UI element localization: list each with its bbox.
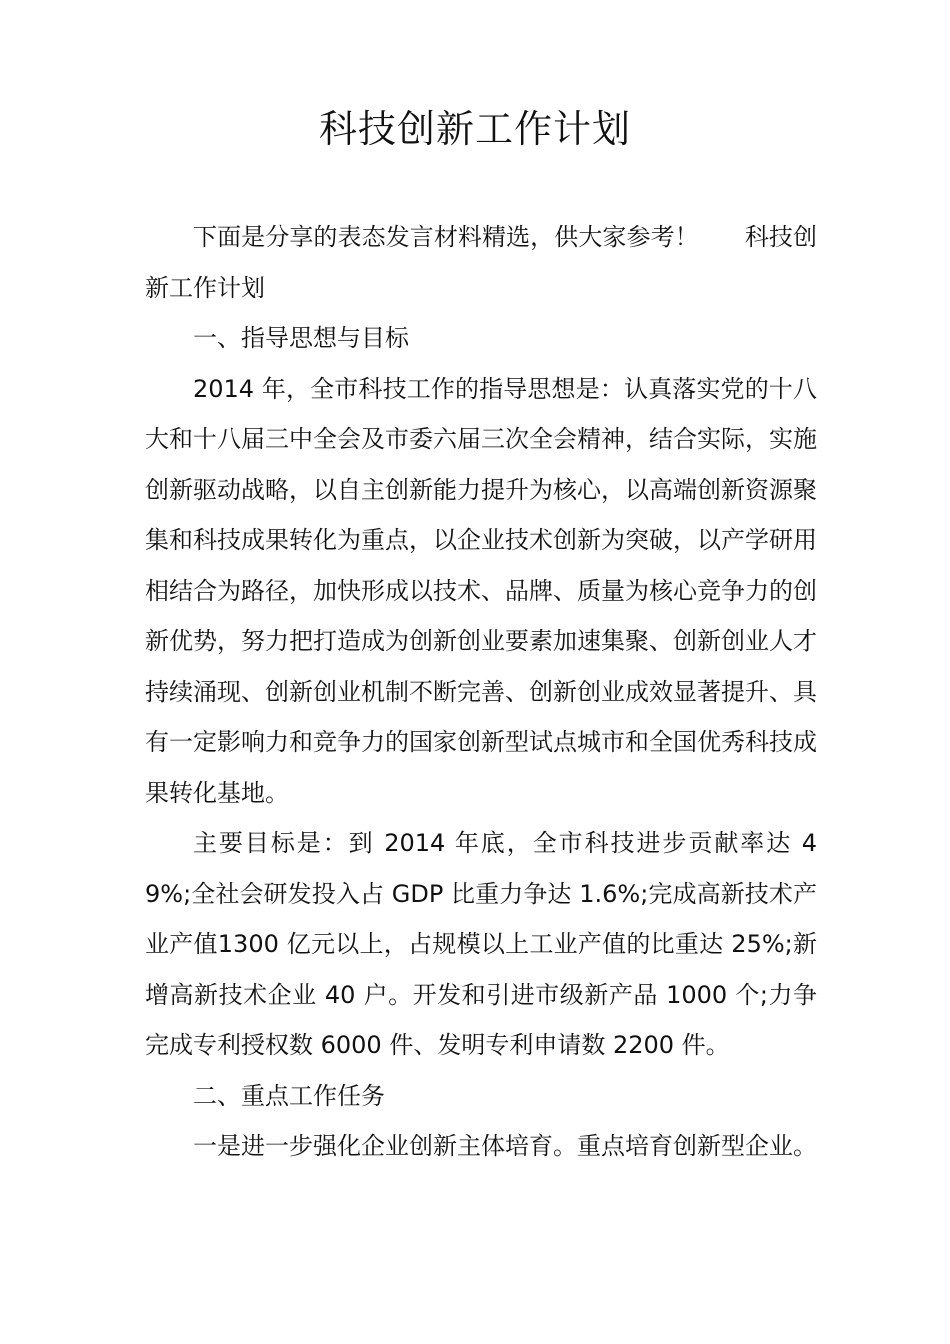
guiding-ideology-paragraph: 2014 年，全市科技工作的指导思想是：认真落实党的十八大和十八届三中全会及市委六届三次全会精神，结合实际，实施创新驱动战略，以自主创新能力提升为核心，以高端创新资源聚集和科技成果转化为重点，以企业技术创新为突破，以产学研用相结合为路径，加快形成以技术、品牌、质量为核心竞争力的创新优势，努力把打造成为创新创业要素加速集聚、创新创业人才持续涌现、创新创业机制不断完善、创新创业成效显著提升、具有一定影响力和竞争力的国家创新型试点城市和全国优秀科技成果转化基地。 [145, 374, 817, 807]
document-title: 科技创新工作计划 [318, 107, 631, 151]
document-body [145, 212, 817, 1172]
section-heading-1: 一、指导思想与目标 [193, 324, 409, 352]
section-heading-2: 二、重点工作任务 [193, 1081, 385, 1110]
task-paragraph-1: 一是进一步强化企业创新主体培育。重点培育创新型企业。 [193, 1132, 817, 1160]
main-goals-paragraph: 主要目标是：到 2014 年底，全市科技进步贡献率达 49%;全社会研发投入占 GDP 比重力争达 1.6%;完成高新技术产业产值1300 亿元以上，占规模以上工业产值的比重达 25%;新增高新技术企业 40 户。开发和引进市级新产品 1000 个;力争完成专利授权数 6000 件、发明专利申请数 2200 件。 [145, 829, 817, 1059]
intro-paragraph [145, 212, 817, 313]
intro-subtitle: 科技创新工作计划 [145, 223, 817, 302]
intro-text: 下面是分享的表态发言材料精选，供大家参考！ [193, 223, 699, 251]
